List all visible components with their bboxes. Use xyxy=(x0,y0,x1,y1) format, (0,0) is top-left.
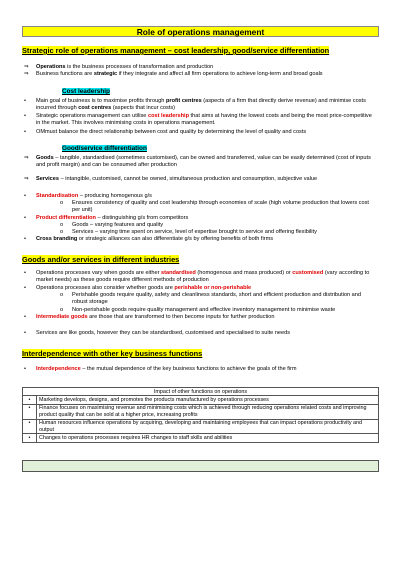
empty-green-box xyxy=(22,460,379,472)
table-row xyxy=(23,396,379,404)
bullet-icon: • xyxy=(24,285,26,291)
non-perishable-detail: Non-perishable goods require quality management and effective inventory management to minimise waste xyxy=(72,307,336,313)
table-title: Impact of other functions on operations xyxy=(23,388,379,396)
table-cell: Finance focuses on maximising revenue and minimising costs which is achieved through reducing operations related costs and improving product quality that can be sold at a higher price, increasing profits xyxy=(37,404,379,419)
product-differentiation: Product differentiation – distinguishing g/s from competitors xyxy=(36,215,189,221)
section-heading-interdependence: Interdependence with other key business functions xyxy=(22,349,203,358)
table-row xyxy=(23,434,379,442)
arrow-icon: ⇒ xyxy=(24,64,29,70)
bullet-icon: • xyxy=(24,113,26,119)
bullet-icon: • xyxy=(24,215,26,221)
bullet-icon: • xyxy=(24,98,26,104)
bullet-icon: • xyxy=(24,193,26,199)
perishable-detail: Perishable goods require quality, safety and cleanliness standards, short and efficient production and distribution and robust storage xyxy=(72,292,361,305)
bullet-icon: • xyxy=(24,129,26,135)
circle-bullet-icon: o xyxy=(60,229,64,235)
arrow-icon: ⇒ xyxy=(24,155,29,161)
intermediate-goods: Intermediate goods are those that are transformed to then become inputs for further production xyxy=(36,314,275,320)
differentiation-goods: Goods – varying features and quality xyxy=(72,222,164,228)
arrow-icon: ⇒ xyxy=(24,176,29,182)
table-row xyxy=(23,388,379,396)
table-cell: Human resources influence operations by acquiring, developing and maintaining employees that can impact operations productivity and output xyxy=(37,419,379,434)
services-definition: Services – intangible, customised, cannot be owned, simultaneous production and consumption, subjective value xyxy=(36,176,318,182)
circle-bullet-icon: o xyxy=(60,222,64,228)
bullet-icon: • xyxy=(24,236,26,242)
circle-bullet-icon: o xyxy=(60,307,64,313)
bullet-icon: • xyxy=(23,434,37,442)
bullet-icon: • xyxy=(24,270,26,276)
table-row xyxy=(23,419,379,434)
standardisation-detail: Ensures consistency of quality and cost leadership through economies of scale (high volume production that lowers cost per unit) xyxy=(72,200,369,213)
bullet-icon: • xyxy=(24,366,26,372)
perishable-consideration: Operations processes also consider whether goods are perishable or non-perishable xyxy=(36,285,252,291)
services-note: Services are like goods, however they can be standardised, customised and specialised to suite needs xyxy=(36,330,291,336)
operations-vary: Operations processes vary when goods are either standardised (homogenous and mass produced) or customised (vary according to market needs) as these goods require different methods of production xyxy=(36,270,370,283)
circle-bullet-icon: o xyxy=(60,292,64,298)
cost-point-2: Strategic operations management can utilise cost leadership that aims at having the lowest costs and being the most price-competitive in the market. This involves minimising costs in operations management. xyxy=(36,113,372,126)
page-title xyxy=(22,26,379,37)
differentiation-services: Services – varying time spent on service, level of expertise brought to service and offering flexibility xyxy=(72,229,317,235)
cost-point-1: Main goal of business is to maximise profits through profit centres (aspects of a firm that directly derive revenue) and minimise costs incurred through cost centres (aspects that incur costs) xyxy=(36,98,366,111)
cost-point-3: OMmust balance the direct relationship between cost and quality by determining the level of quality and costs xyxy=(36,129,307,135)
arrow-icon: ⇒ xyxy=(24,71,29,77)
section-heading-strategic: Strategic role of operations management – cost leadership, good/service differentiation xyxy=(22,46,330,55)
bullet-icon: • xyxy=(23,396,37,404)
table-cell: Changes to operations processes requires HR changes to staff skills and abilities xyxy=(37,434,379,442)
table-row xyxy=(23,404,379,419)
strategic-definition: Business functions are strategic if they integrate and affect all firm operations to achieve long-term and broad goals xyxy=(36,71,323,77)
goods-definition: Goods – tangible, standardised (sometimes customised), can be owned and transferred, value can be easily determined (cost of inputs and profit margin) and can be consumed after production xyxy=(36,155,371,168)
cross-branding: Cross branding or strategic alliances can also differentiate g/s by offering benefits of both firms xyxy=(36,236,274,242)
section-heading-industries: Goods and/or services in different industries xyxy=(22,255,180,264)
functions-table xyxy=(22,387,379,443)
bullet-icon: • xyxy=(24,330,26,336)
page-title-text: Role of operations management xyxy=(136,27,265,37)
bullet-icon: • xyxy=(23,404,37,419)
table-cell: Marketing develops, designs, and promotes the products manufactured by operations processes xyxy=(37,396,379,404)
operations-definition: Operations is the business processes of transformation and production xyxy=(36,64,214,70)
bullet-icon: • xyxy=(24,314,26,320)
bullet-icon: • xyxy=(23,419,37,434)
subheading-cost-leadership: Cost leadership xyxy=(62,88,110,95)
standardisation: Standardisation – producing homogenous g/s xyxy=(36,193,152,199)
subheading-goods-services: Good/service differentiation xyxy=(62,145,147,152)
circle-bullet-icon: o xyxy=(60,200,64,206)
interdependence-definition: Interdependence – the mutual dependence of the key business functions to achieve the goals of the firm xyxy=(36,366,297,372)
